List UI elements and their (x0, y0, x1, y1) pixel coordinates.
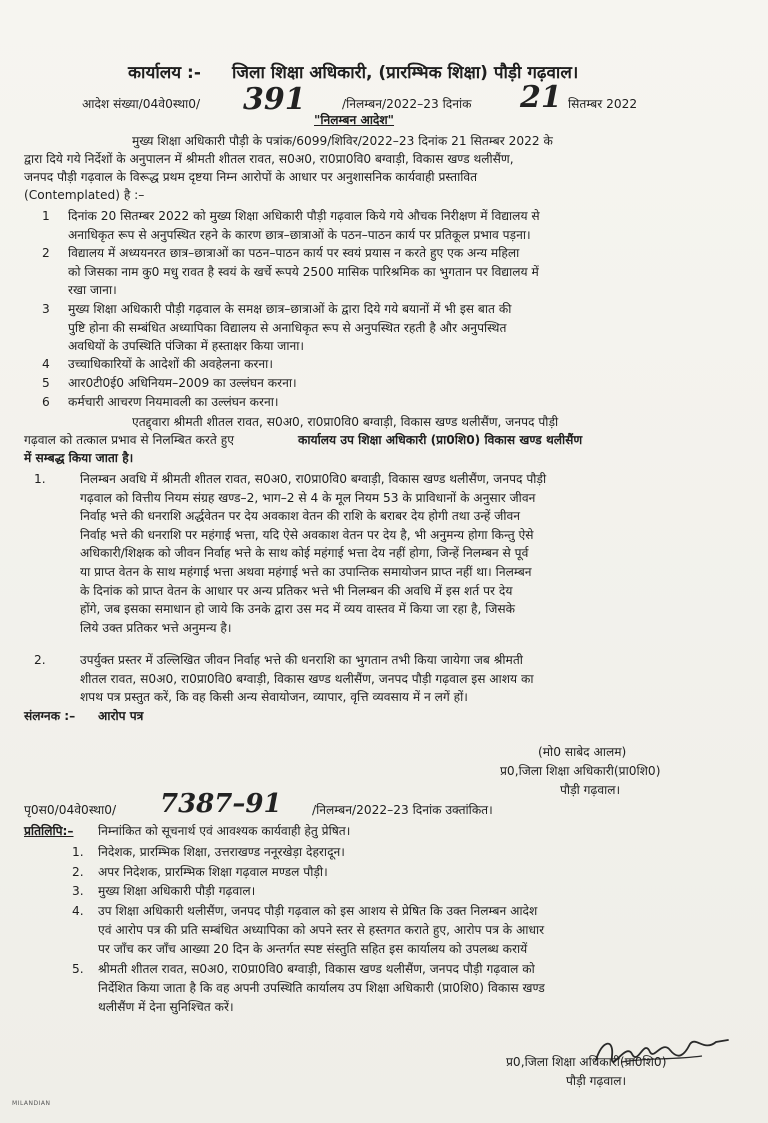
order-number-handwritten: 391 (243, 82, 306, 117)
copy-item-line: श्रीमती शीतल रावत, स0अ0, रा0प्रा0वि0 बग्वाड़ी, विकास खण्ड थलीसैंण, जनपद पौड़ी गढ़वाल को (98, 962, 535, 976)
copy-ref-suffix: /निलम्बन/2022–23 दिनांक उक्तांकित। (312, 803, 493, 817)
signatory-designation: प्र0,जिला शिक्षा अधिकारी(प्रा0शि0) (500, 764, 661, 778)
enclosure-value: आरोप पत्र (98, 709, 144, 723)
condition-number: 2. (34, 653, 46, 667)
order-number-prefix: आदेश संख्या/04वे0स्था0/ (82, 97, 201, 111)
copy-item-line: एवं आरोप पत्र की प्रति सम्बंधित अध्यापिका को अपने स्तर से हस्तगत कराते हुए, आरोप पत्र के आधार (98, 923, 545, 937)
signatory-name: (मो0 साबेद आलम) (538, 745, 627, 759)
order-date-handwritten: 21 (520, 80, 562, 115)
copy-item-number: 2. (72, 865, 84, 879)
condition-line: निलम्बन अवधि में श्रीमती शीतल रावत, स0अ0, रा0प्रा0वि0 बग्वाड़ी, विकास खण्ड थलीसैंण, जनपद पौड़ी (80, 472, 547, 486)
condition-line: निर्वाह भत्ते की धनराशि अर्द्धवेतन पर देय अवकाश वेतन की राशि के बराबर देय होगी तथा उन्हें जीवन (80, 509, 521, 524)
copy-item-line: मुख्य शिक्षा अधिकारी पौड़ी गढ़वाल। (98, 884, 256, 898)
footer-mark: MILANDIAN (12, 1100, 51, 1107)
condition-line: होंगे, जब इसका समाधान हो जाये कि उनके द्वारा उस मद में व्यय वास्तव में किया जा रहा है, जिसके (80, 602, 515, 617)
condition-line: लिये उक्त प्रतिकर भत्ते अनुमन्य है। (80, 620, 232, 635)
condition-line: या प्राप्त वेतन के साथ महंगाई भत्ता अथवा महंगाई भत्ते का उपान्तिक समायोजन प्राप्त नहीं था। निलम्बन (80, 565, 532, 579)
condition-line: उपर्युक्त प्रस्तर में उल्लिखित जीवन निर्वाह भत्ते की धनराशि का भुगतान तभी किया जायेगा जब श्रीमती (80, 653, 523, 667)
suspension-line: गढ़वाल को तत्काल प्रभाव से निलम्बित करते हुए (24, 433, 234, 447)
copy-ref-prefix: पृ0स0/04वे0स्था0/ (24, 803, 117, 817)
charge-line: अवधियों के उपस्थिति पंजिका में हस्ताक्षर किया जाना। (68, 339, 305, 353)
charge-line: विद्यालय में अध्ययनरत छात्र–छात्राओं का पठन–पाठन कार्य पर स्वयं प्रयास न करते हुए एक अन्य महिला (68, 246, 520, 260)
charge-line: को जिसका नाम कु0 मधु रावत है स्वयं के खर्चे रूपये 2500 मासिक पारिश्रमिक का भुगतान पर विद्यालय में (68, 264, 539, 279)
office-label: कार्यालय :- (128, 63, 201, 83)
suspension-bold-office: कार्यालय उप शिक्षा अधिकारी (प्रा0शि0) विकास खण्ड थलीसैंण (298, 433, 583, 447)
suspension-line: एतद्द्वारा श्रीमती शीतल रावत, स0अ0, रा0प्रा0वि0 बग्वाड़ी, विकास खण्ड थलीसैंण, जनपद पौड़ी (132, 415, 559, 429)
charge-line: रखा जाना। (68, 283, 117, 297)
charge-number: 6 (42, 395, 50, 409)
condition-number: 1. (34, 472, 46, 486)
intro-line: जनपद पौड़ी गढ़वाल के विरूद्ध प्रथम दृष्टया निम्न आरोपों के आधार पर अनुशासनिक कार्यवाही प्रस्तावित (24, 170, 478, 184)
charge-line: मुख्य शिक्षा अधिकारी पौड़ी गढ़वाल के समक्ष छात्र–छात्राओं के द्वारा दिये गये बयानों में भी इस बात की (68, 302, 512, 316)
charge-number: 1 (42, 209, 50, 223)
charge-number: 3 (42, 302, 50, 316)
signatory2-place: पौड़ी गढ़वाल। (566, 1074, 627, 1088)
copy-item-line: उप शिक्षा अधिकारी थलीसैंण, जनपद पौड़ी गढ़वाल को इस आशय से प्रेषित कि उक्त निलम्बन आदेश (98, 904, 538, 918)
charge-number: 5 (42, 376, 50, 390)
condition-line: के दिनांक को प्राप्त वेतन के आधार पर अन्य प्रतिकर भत्ते भी निलम्बन की अवधि में इस शर्त पर देय (80, 583, 513, 598)
order-number-suffix: /निलम्बन/2022–23 दिनांक (342, 97, 472, 111)
intro-line: द्वारा दिये गये निर्देशों के अनुपालन में श्रीमती शीतल रावत, स0अ0, रा0प्रा0वि0 बग्वाड़ी, विकास खण्ड थलीसैंण, (24, 152, 514, 166)
order-title: "निलम्बन आदेश" (314, 113, 395, 127)
intro-line: (Contemplated) है :– (24, 188, 145, 202)
copy-item-line: निर्देशित किया जाता है कि वह अपनी उपस्थिति कार्यालय उप शिक्षा अधिकारी (प्रा0शि0) विकास खण्ड (98, 981, 545, 995)
copy-intro: निम्नांकित को सूचनार्थ एवं आवश्यक कार्यवाही हेतु प्रेषित। (98, 824, 351, 838)
copy-item-number: 3. (72, 884, 84, 898)
signatory-place: पौड़ी गढ़वाल। (560, 783, 621, 797)
charge-line: कर्मचारी आचरण नियमावली का उल्लंघन करना। (68, 395, 279, 409)
condition-line: निर्वाह भत्ते की धनराशि पर महंगाई भत्ता, यदि ऐसे अवकाश वेतन पर देय है, भी अनुमन्य होगा किन्तु ऐसे (80, 527, 534, 542)
copy-item-line: पर जाँच कर जाँच आख्या 20 दिन के अन्तर्गत स्पष्ट संस्तुति सहित इस कार्यालय को उपलब्ध करायें (98, 942, 528, 956)
office-name: जिला शिक्षा अधिकारी, (प्रारम्भिक शिक्षा) पौड़ी गढ़वाल। (232, 63, 579, 83)
copy-item-line: अपर निदेशक, प्रारम्भिक शिक्षा गढ़वाल मण्डल पौड़ी। (98, 865, 328, 879)
copy-ref-handwritten: 7387–91 (160, 789, 282, 819)
copy-item-line: थलीसैंण में देना सुनिश्चित करें। (98, 1000, 234, 1014)
condition-line: शपथ पत्र प्रस्तुत करें, कि वह किसी अन्य सेवायोजन, व्यापार, वृत्ति व्यवसाय में न लगें हों। (80, 690, 468, 705)
copy-label: प्रतिलिपि:– (24, 824, 74, 838)
condition-line: शीतल रावत, स0अ0, रा0प्रा0वि0 बग्वाड़ी, विकास खण्ड थलीसैंण, जनपद पौड़ी गढ़वाल इस आशय का (80, 671, 534, 686)
charge-number: 2 (42, 246, 50, 260)
suspension-bold-tail: में सम्बद्ध किया जाता है। (24, 451, 134, 465)
copy-item-number: 1. (72, 845, 84, 859)
charge-line: पुष्टि होना की सम्बंधित अध्यापिका विद्यालय से अनाधिकृत रूप से अनुपस्थित रहती है और अनुपस्थित (68, 320, 507, 335)
charge-line: दिनांक 20 सितम्बर 2022 को मुख्य शिक्षा अधिकारी पौड़ी गढ़वाल किये गये औचक निरीक्षण में विद्यालय से (68, 209, 540, 223)
charge-line: अनाधिकृत रूप से अनुपस्थित रहने के कारण छात्र–छात्राओं के पठन–पाठन कार्य पर प्रतिकूल प्रभाव पड़ना। (68, 227, 531, 242)
enclosure-label: संलग्नक :– (24, 709, 76, 723)
charge-line: उच्चाधिकारियों के आदेशों की अवहेलना करना। (68, 357, 273, 371)
intro-line: मुख्य शिक्षा अधिकारी पौड़ी के पत्रांक/6099/शिविर/2022–23 दिनांक 21 सितम्बर 2022 के (132, 134, 553, 148)
order-date-month-year: सितम्बर 2022 (568, 97, 638, 111)
charge-number: 4 (42, 357, 50, 371)
signatory2-designation: प्र0,जिला शिक्षा अधिकारी(प्रा0शि0) (506, 1055, 667, 1069)
copy-item-line: निदेशक, प्रारम्भिक शिक्षा, उत्तराखण्ड ननूरखेड़ा देहरादून। (98, 845, 345, 859)
copy-item-number: 5. (72, 962, 84, 976)
condition-line: अधिकारी/शिक्षक को जीवन निर्वाह भत्ते के साथ कोई महंगाई भत्ता देय नहीं होगा, जिन्हें निलम्बन से पूर्व (80, 546, 529, 561)
charge-line: आर0टी0ई0 अधिनियम–2009 का उल्लंघन करना। (68, 376, 297, 390)
condition-line: गढ़वाल को वित्तीय नियम संग्रह खण्ड–2, भाग–2 से 4 के मूल नियम 53 के प्राविधानों के अनुसार जीवन (80, 490, 536, 505)
copy-item-number: 4. (72, 904, 84, 918)
